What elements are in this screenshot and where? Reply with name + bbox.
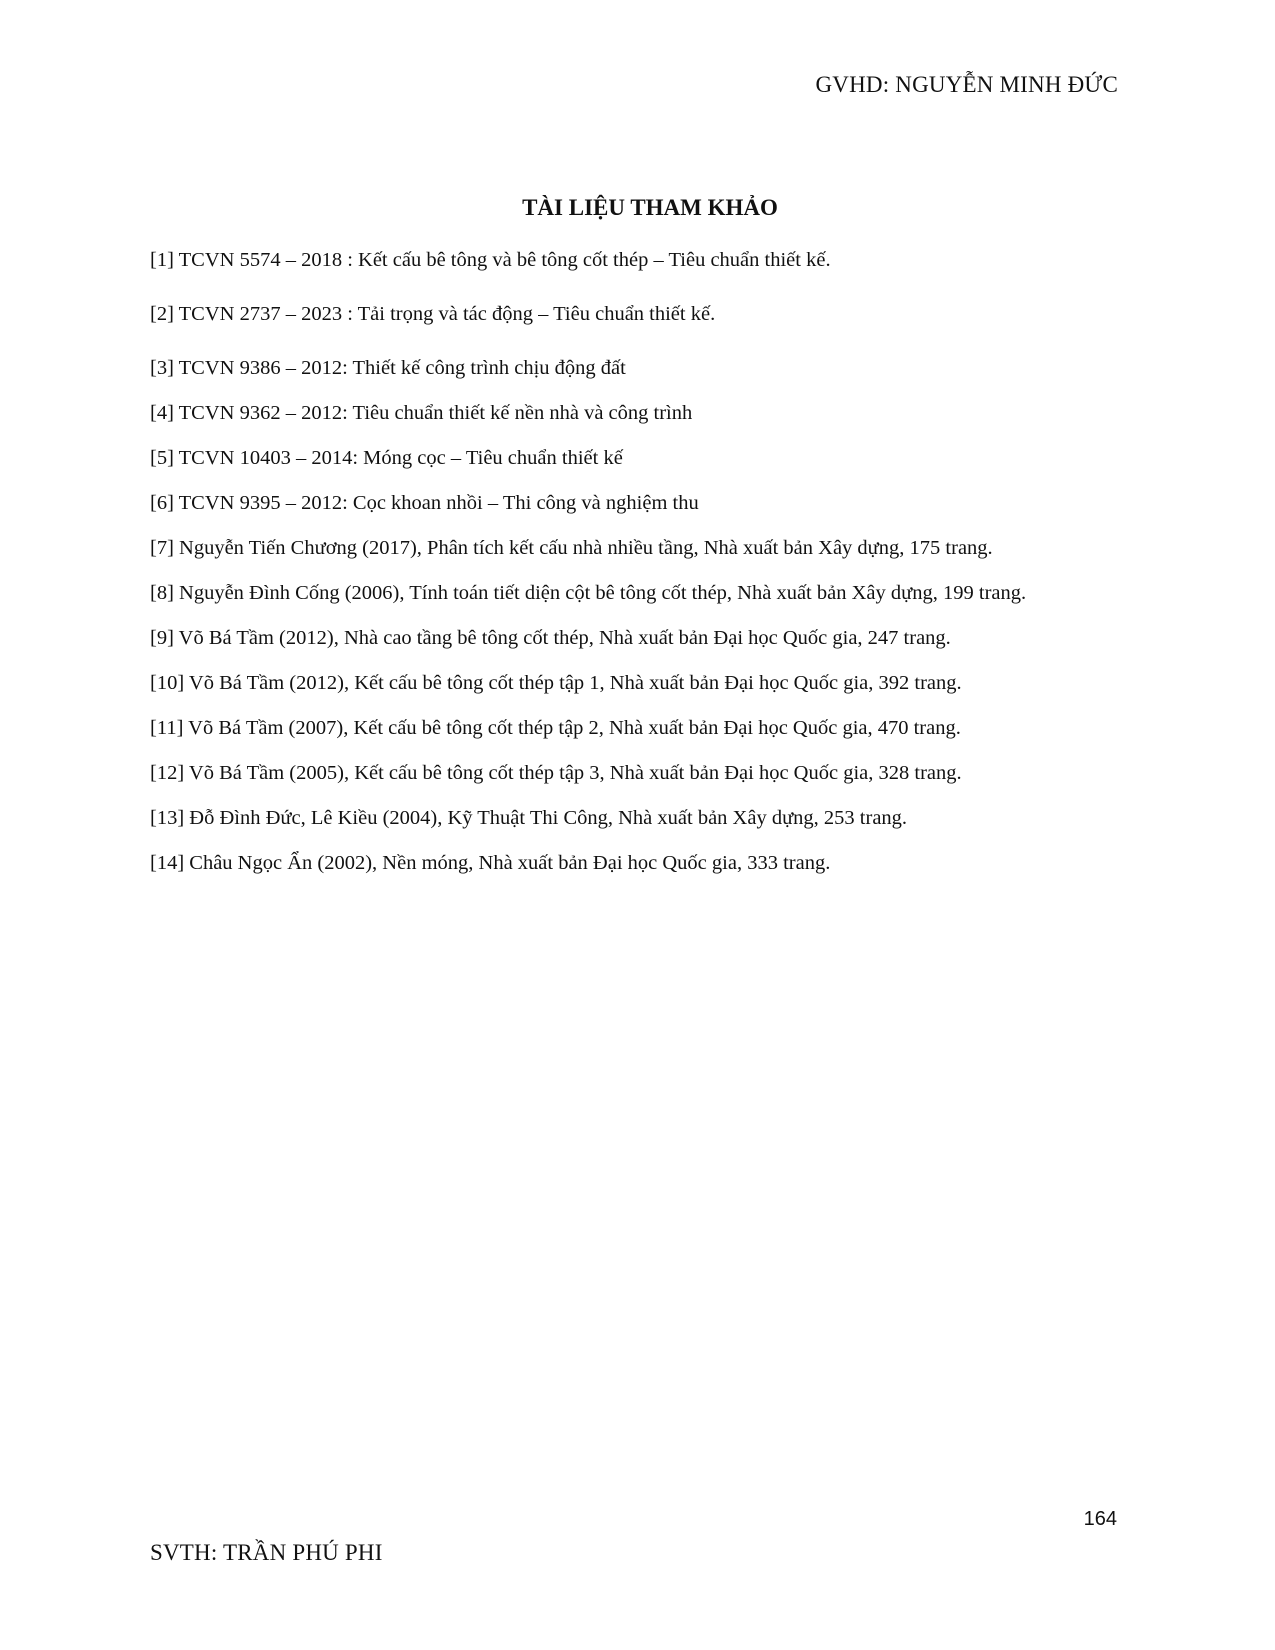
reference-item-10: [10] Võ Bá Tầm (2012), Kết cấu bê tông cốt thép tập 1, Nhà xuất bản Đại học Quốc gia, 392 trang. (150, 672, 962, 694)
reference-item-12: [12] Võ Bá Tầm (2005), Kết cấu bê tông cốt thép tập 3, Nhà xuất bản Đại học Quốc gia, 328 trang. (150, 762, 962, 784)
reference-item-5: [5] TCVN 10403 – 2014: Móng cọc – Tiêu chuẩn thiết kế (150, 447, 623, 469)
reference-item-13: [13] Đỗ Đình Đức, Lê Kiều (2004), Kỹ Thuật Thi Công, Nhà xuất bản Xây dựng, 253 trang. (150, 807, 908, 829)
reference-item-3: [3] TCVN 9386 – 2012: Thiết kế công trình chịu động đất (150, 357, 626, 379)
header-advisor: GVHD: NGUYỄN MINH ĐỨC (815, 72, 1118, 97)
reference-item-2: [2] TCVN 2737 – 2023 : Tải trọng và tác động – Tiêu chuẩn thiết kế. (150, 303, 716, 325)
page-number: 164 (1083, 1508, 1117, 1530)
reference-item-14: [14] Châu Ngọc Ẩn (2002), Nền móng, Nhà xuất bản Đại học Quốc gia, 333 trang. (150, 852, 831, 874)
reference-item-9: [9] Võ Bá Tầm (2012), Nhà cao tầng bê tông cốt thép, Nhà xuất bản Đại học Quốc gia, 247 trang. (150, 627, 951, 649)
reference-item-11: [11] Võ Bá Tầm (2007), Kết cấu bê tông cốt thép tập 2, Nhà xuất bản Đại học Quốc gia, 470 trang. (150, 717, 961, 739)
reference-item-6: [6] TCVN 9395 – 2012: Cọc khoan nhồi – Thi công và nghiệm thu (150, 492, 699, 514)
reference-item-1: [1] TCVN 5574 – 2018 : Kết cấu bê tông và bê tông cốt thép – Tiêu chuẩn thiết kế. (150, 249, 831, 271)
footer-student: SVTH: TRẦN PHÚ PHI (150, 1540, 383, 1565)
reference-item-8: [8] Nguyễn Đình Cống (2006), Tính toán tiết diện cột bê tông cốt thép, Nhà xuất bản Xây dựng, 199 trang. (150, 582, 1027, 604)
page-title: TÀI LIỆU THAM KHẢO (522, 195, 778, 220)
reference-list (150, 246, 1080, 877)
reference-item-4: [4] TCVN 9362 – 2012: Tiêu chuẩn thiết kế nền nhà và công trình (150, 402, 693, 424)
reference-item-7: [7] Nguyễn Tiến Chương (2017), Phân tích kết cấu nhà nhiều tầng, Nhà xuất bản Xây dựng, 175 trang. (150, 537, 993, 559)
